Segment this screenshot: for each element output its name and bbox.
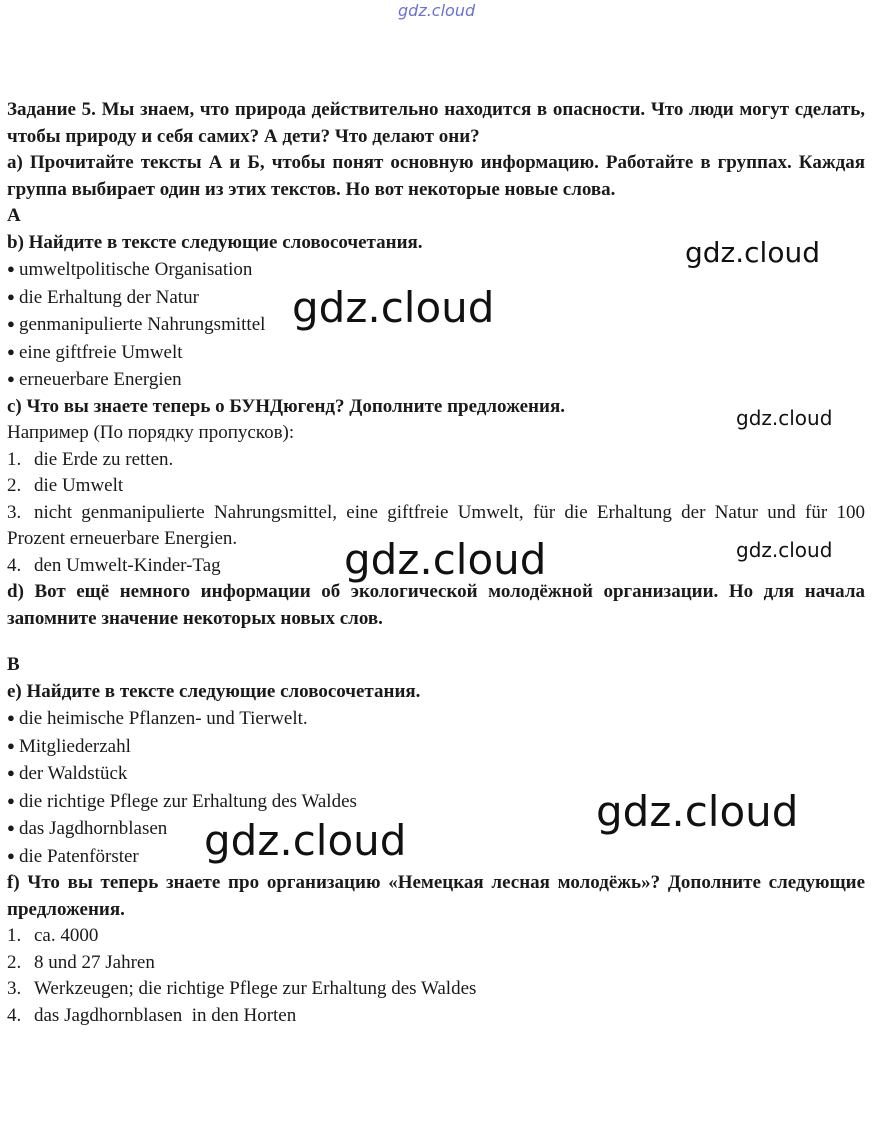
list-item: ● die richtige Pflege zur Erhaltung des Waldes [7, 788, 865, 816]
answer-item: 2. 8 und 27 Jahren [7, 951, 155, 973]
answer-item: 2. die Umwelt [7, 475, 124, 496]
list-item: ● Mitgliederzahl [7, 733, 865, 761]
list-item: ● die Erhaltung der Natur [7, 284, 865, 312]
answer-item: 1. die Erde zu retten. [7, 448, 174, 470]
section-a-b-heading: b) Найдите в тексте следующие словосочетания. [7, 231, 423, 253]
watermark: gdz.cloud [685, 236, 820, 269]
watermark: gdz.cloud [596, 787, 799, 836]
bullet-icon: ● [7, 261, 15, 276]
list-item: ● umweltpolitische Organisation [7, 256, 865, 284]
answer-item: 3. nicht genmanipulierte Nahrungsmittel, eine giftfreie Umwelt, für die Erhaltung der Natur und für 100 Prozent erneuerbare Energien. [7, 501, 865, 549]
list-item: ● die Patenförster [7, 843, 865, 871]
list-item: ● eine giftfreie Umwelt [7, 339, 865, 367]
bullet-icon: ● [7, 343, 15, 359]
watermark-top: gdz.cloud [398, 1, 476, 20]
watermark: gdz.cloud [204, 816, 407, 865]
watermark: gdz.cloud [736, 538, 833, 562]
watermark: gdz.cloud [292, 283, 495, 332]
section-a-letter: А [7, 205, 21, 226]
bullet-icon: ● [7, 765, 15, 780]
bullet-icon: ● [7, 710, 15, 725]
section-b-letter: B [7, 654, 20, 675]
answer-item: 4. den Umwelt-Kinder-Tag [7, 554, 221, 576]
bullet-icon: ● [7, 316, 15, 331]
answer-item: 4. das Jagdhornblasen in den Horten [7, 1004, 297, 1026]
bullet-icon: ● [7, 737, 15, 753]
section-a-c-example: Например (По порядку пропусков): [7, 422, 295, 443]
section-b-f-heading: f) Что вы теперь знаете про организацию «Немецкая лесная молодёжь»? Дополните следующие предложения. [7, 872, 865, 920]
section-b-f-answers [7, 923, 865, 1029]
list-item: ● der Waldstück [7, 760, 865, 788]
list-item: ● das Jagdhornblasen [7, 815, 865, 843]
section-a-c-heading: с) Что вы знаете теперь о БУНДюгенд? Дополните предложения. [7, 395, 565, 417]
section-a-d-text: d) Вот ещё немного информации об экологической молодёжной организации. Но для начала запомните значение некоторых новых слов. [7, 581, 865, 629]
answer-item: 1. ca. 4000 [7, 925, 99, 946]
answer-item: 3. Werkzeugen; die richtige Pflege zur Erhaltung des Waldes [7, 978, 477, 999]
bullet-icon: ● [7, 371, 15, 386]
task-intro: Задание 5. Мы знаем, что природа действительно находится в опасности. Что люди могут сделать, чтобы природу и себя самих? А дети? Что делают они? [7, 99, 865, 147]
bullet-icon: ● [7, 288, 15, 304]
task-a: а) Прочитайте тексты А и Б, чтобы понят основную информацию. Работайте в группах. Каждая группа выбирает один из этих текстов. Но вот некоторые новые слова. [7, 152, 865, 200]
bullet-icon: ● [7, 792, 15, 808]
bullet-icon: ● [7, 820, 15, 835]
list-item: ● die heimische Pflanzen- und Tierwelt. [7, 705, 865, 733]
watermark: gdz.cloud [344, 535, 547, 584]
watermark: gdz.cloud [736, 406, 833, 430]
bullet-icon: ● [7, 847, 15, 863]
list-item: ● genmanipulierte Nahrungsmittel [7, 311, 865, 339]
list-item: ● erneuerbare Energien [7, 366, 865, 394]
section-b-e-heading: e) Найдите в тексте следующие словосочетания. [7, 680, 421, 702]
